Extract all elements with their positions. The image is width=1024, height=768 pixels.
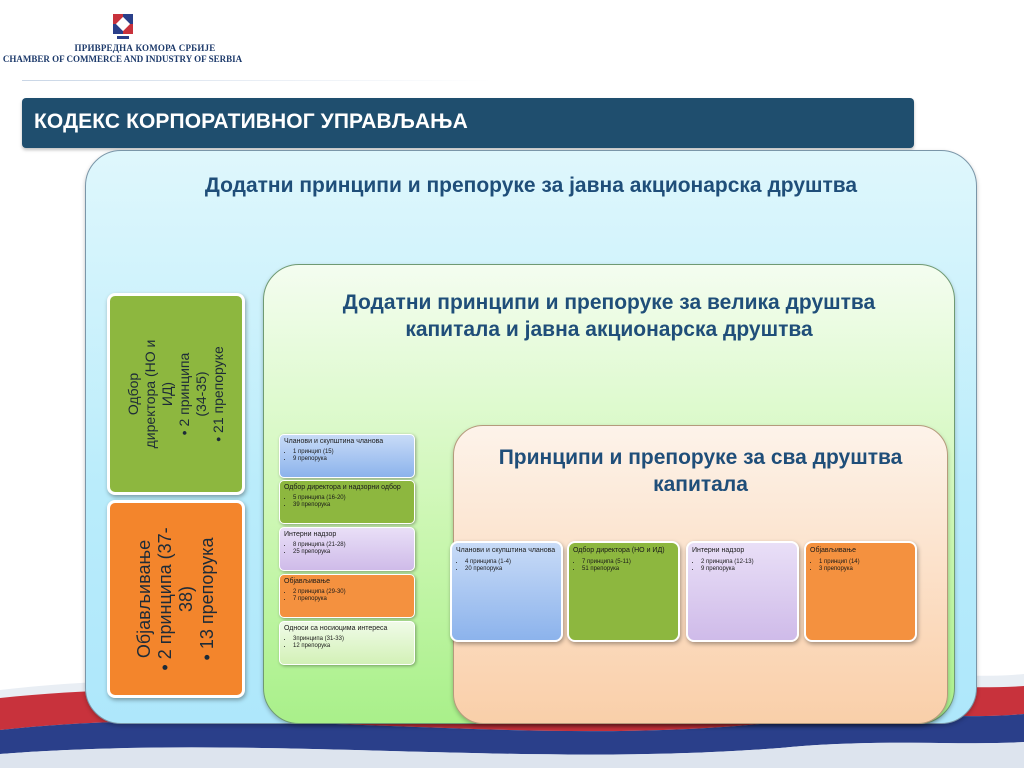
board-principles: • 2 принципа (34-35) bbox=[176, 339, 210, 449]
inner-card-members bbox=[450, 541, 563, 642]
inner-card-board bbox=[567, 541, 680, 642]
mid-card-item: • 12 препорука bbox=[293, 643, 410, 650]
mid-card-title: Објављивање bbox=[284, 578, 330, 585]
inner-card-item: • 9 препорука bbox=[701, 566, 793, 573]
public-companies-heading: Додатни принципи и препоруке за јавна акционарска друштва bbox=[204, 174, 858, 197]
inner-card-internal-audit bbox=[686, 541, 799, 642]
inner-card-item: • 51 препорукa bbox=[582, 566, 674, 573]
inner-card-title: Интерни надзор bbox=[692, 547, 745, 554]
mid-card-title: Интерни надзор bbox=[284, 531, 337, 538]
inner-card-item: • 3 препорука bbox=[819, 566, 911, 573]
org-name-serbian: ПРИВРЕДНА КОМОРА СРБИЈЕ bbox=[74, 43, 216, 53]
inner-card-title: Објављивање bbox=[810, 547, 856, 554]
mid-card-item: • 9 препорука bbox=[293, 456, 410, 463]
mid-card-item: • 3принципа (31-33) bbox=[293, 636, 410, 643]
inner-card-item: • 20 препорука bbox=[465, 566, 557, 573]
inner-card-item: • 4 принципа (1-4) bbox=[465, 559, 557, 566]
board-of-directors-text bbox=[125, 339, 227, 449]
board-of-directors-title: Одбор директора (НО и ИД) bbox=[125, 339, 175, 449]
inner-card-disclosure bbox=[804, 541, 917, 642]
inner-card-item: • 2 принципа (12-13) bbox=[701, 559, 793, 566]
mid-card-item: • 7 препорука bbox=[293, 596, 410, 603]
mid-card-item: • 39 препорука bbox=[293, 502, 410, 509]
disclosure-recommendations: • 13 препорука bbox=[197, 519, 218, 679]
disclosure-title: Објављивање bbox=[134, 539, 154, 659]
mid-card-members bbox=[279, 434, 415, 478]
org-name-english: CHAMBER OF COMMERCE AND INDUSTRY OF SERBIA bbox=[2, 54, 243, 64]
mid-card-item: • 5 принципа (16-20) bbox=[293, 495, 410, 502]
disclosure-card bbox=[107, 500, 245, 698]
board-of-directors-card bbox=[107, 293, 245, 495]
inner-card-title: Одбор директора (НО и ИД) bbox=[573, 547, 665, 554]
inner-card-title: Чланови и скупштина чланова bbox=[456, 547, 556, 554]
mid-card-disclosure bbox=[279, 574, 415, 618]
inner-card-item: • 1 принцип (14) bbox=[819, 559, 911, 566]
mid-card-item: • 8 принципа (21-28) bbox=[293, 542, 410, 549]
mid-card-item: • 1 принцип (15) bbox=[293, 449, 410, 456]
mid-card-title: Одбор директора и надзорни одбор bbox=[284, 484, 401, 491]
all-companies-heading: Принципи и препоруке за сва друштва капитала bbox=[498, 446, 903, 496]
board-recommendations: • 21 препоруке bbox=[210, 339, 227, 449]
page-title: КОДЕКС КОРПОРАТИВНОГ УПРАВЉАЊА bbox=[34, 110, 468, 133]
mid-card-stakeholders bbox=[279, 621, 415, 665]
mid-card-title: Чланови и скупштина чланова bbox=[284, 438, 384, 445]
mid-card-item: • 2 принципа (29-30) bbox=[293, 589, 410, 596]
chamber-logo-icon bbox=[109, 12, 137, 42]
mid-card-internal-audit bbox=[279, 527, 415, 571]
header-divider bbox=[22, 80, 492, 81]
inner-card-item: • 7 принципа (5-11) bbox=[582, 559, 674, 566]
mid-card-board bbox=[279, 480, 415, 524]
mid-card-item: • 25 препорука bbox=[293, 549, 410, 556]
disclosure-text bbox=[134, 519, 218, 679]
title-bar bbox=[22, 98, 914, 148]
mid-card-title: Односи са носиоцима интереса bbox=[284, 625, 388, 632]
disclosure-principles: • 2 принципа (37-38) bbox=[155, 519, 197, 679]
large-companies-heading: Додатни принципи и препоруке за велика друштва капитала и јавна акционарска друштва bbox=[342, 291, 876, 341]
